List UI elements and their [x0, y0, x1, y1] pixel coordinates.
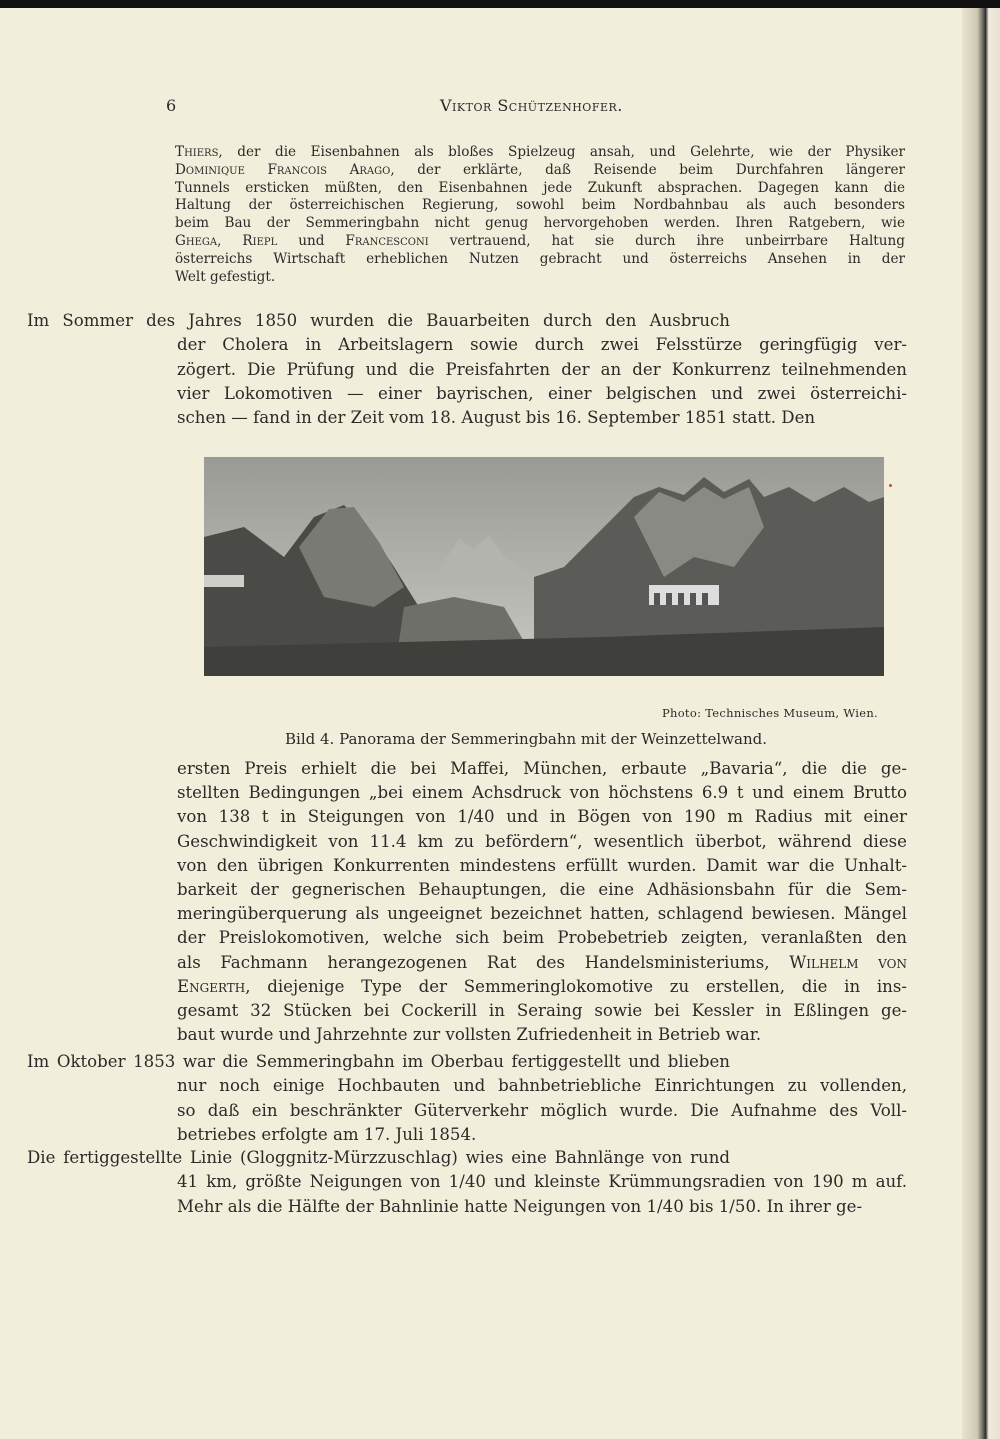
text-line	[177, 1172, 907, 1191]
text-segment: betriebes erfolgte am 17. Juli 1854.	[177, 1124, 477, 1144]
text-line	[177, 1197, 907, 1216]
text-segment: und	[277, 233, 346, 249]
scan-page-edge	[962, 8, 1000, 1439]
text-line	[177, 335, 907, 354]
running-head: Viktor Schützenhofer.	[440, 96, 623, 115]
text-line	[175, 233, 905, 249]
text-line	[177, 783, 907, 802]
text-segment: ,	[217, 233, 243, 249]
text-segment: der Preislokomotiven, welche sich beim Probebetrieb zeigten, veranlaßten den	[177, 928, 907, 948]
text-line	[177, 1025, 907, 1044]
text-segment: von den übrigen Konkurrenten mindestens erfüllt wurden. Damit war die Unhalt-	[177, 855, 907, 875]
text-segment: Im Sommer des Jahres 1850 wurden die Bauarbeiten durch den Ausbruch	[27, 311, 730, 330]
page-number: 6	[166, 96, 177, 115]
text-segment: stellten Bedingungen „bei einem Achsdruck von höchstens 6.9 t und einem Brutto	[177, 783, 907, 803]
text-segment: 41 km, größte Neigungen von 1/40 und kleinste Krümmungsradien von 190 m auf.	[177, 1172, 907, 1192]
scan-top-border	[0, 0, 1000, 8]
text-line	[0, 311, 730, 330]
text-line	[177, 360, 907, 379]
text-line	[175, 180, 905, 196]
text-line	[177, 904, 907, 923]
text-segment: beim Bau der Semmeringbahn nicht genug hervorgehoben werden. Ihren Ratgebern, wie	[175, 215, 905, 232]
text-segment: Welt gefestigt.	[175, 268, 276, 285]
text-segment: Haltung der österreichischen Regierung, sowohl beim Nordbahnbau als auch besonders	[175, 197, 905, 214]
panorama-photo	[204, 457, 884, 676]
text-line	[177, 807, 907, 826]
text-segment: ersten Preis erhielt die bei Maffei, München, erbaute „Bavaria“, die die ge-	[177, 759, 907, 778]
text-segment: von 138 t in Steigungen von 1/40 und in Bögen von 190 m Radius mit einer	[177, 807, 907, 827]
text-line	[177, 832, 907, 851]
person-name: Ghega	[175, 233, 218, 249]
text-line	[177, 1101, 907, 1120]
text-segment: Tunnels ersticken müßten, den Eisenbahnen jede Zukunft absprachen. Dagegen kann die	[175, 179, 905, 196]
text-segment: , der die Eisenbahnen als bloßes Spielzeug ansah, und Gelehrte, wie der Physiker	[218, 144, 905, 160]
photo-credit: Photo: Technisches Museum, Wien.	[661, 706, 878, 720]
text-segment: , diejenige Type der Semmeringlokomotive zu erstellen, die in ins-	[245, 976, 907, 996]
text-segment: Geschwindigkeit von 11.4 km zu befördern“, wesentlich überbot, während diese	[177, 831, 907, 851]
text-line	[177, 759, 907, 778]
text-line	[177, 1076, 907, 1095]
text-segment: vertrauend, hat sie durch ihre unbeirrbare Haltung	[428, 233, 905, 249]
text-line	[177, 977, 907, 996]
text-line	[177, 856, 907, 875]
text-segment: vier Lokomotiven — einer bayrischen, einer belgischen und zwei österreichi-	[177, 383, 907, 403]
text-segment: als Fachmann herangezogenen Rat des Handelsministeriums,	[177, 952, 790, 972]
text-segment: meringüberquerung als ungeeignet bezeichnet hatten, schlagend bewiesen. Mängel	[177, 904, 907, 924]
text-line	[177, 953, 907, 972]
text-segment: Mehr als die Hälfte der Bahnlinie hatte Neigungen von 1/40 bis 1/50. In ihrer ge-	[177, 1196, 863, 1216]
person-name: Thiers	[175, 144, 219, 160]
text-segment: der Cholera in Arbeitslagern sowie durch zwei Felsstürze geringfügig ver-	[177, 335, 907, 355]
text-line	[177, 408, 907, 427]
figure-caption: Bild 4. Panorama der Semmeringbahn mit der Weinzettelwand.	[285, 730, 768, 748]
person-name: Engerth	[177, 976, 246, 996]
text-line	[175, 269, 905, 285]
text-line	[177, 928, 907, 947]
text-segment: gesamt 32 Stücken bei Cockerill in Seraing sowie bei Kessler in Eßlingen ge-	[177, 1001, 907, 1020]
text-line	[177, 1125, 907, 1144]
text-segment: Die fertiggestellte Linie (Gloggnitz-Mürzzuschlag) wies eine Bahnlänge von rund	[27, 1148, 730, 1167]
text-line	[177, 880, 907, 899]
text-segment: zögert. Die Prüfung und die Preisfahrten der an der Konkurrenz teilnehmenden	[177, 359, 907, 379]
text-segment: schen — fand in der Zeit vom 18. August bis 16. September 1851 statt. Den	[177, 408, 816, 428]
text-line	[175, 197, 905, 213]
text-line	[175, 144, 905, 160]
text-line	[175, 251, 905, 267]
person-name: Wilhelm von	[789, 952, 907, 972]
text-line	[0, 1148, 730, 1167]
text-line	[175, 215, 905, 231]
person-name: Dominique Francois Arago	[175, 161, 391, 178]
text-line	[0, 1052, 730, 1071]
text-segment: österreichs Wirtschaft erheblichen Nutzen gebracht und österreichs Ansehen in der	[175, 250, 905, 267]
text-line	[175, 162, 905, 178]
person-name: Francesconi	[345, 233, 429, 249]
text-segment: nur noch einige Hochbauten und bahnbetriebliche Einrichtungen zu vollenden,	[177, 1076, 907, 1096]
text-line	[177, 384, 907, 403]
text-segment: Im Oktober 1853 war die Semmeringbahn im Oberbau fertiggestellt und blieben	[27, 1052, 730, 1071]
text-segment: baut wurde und Jahrzehnte zur vollsten Zufriedenheit in Betrieb war.	[177, 1025, 762, 1045]
text-segment: so daß ein beschränkter Güterverkehr möglich wurde. Die Aufnahme des Voll-	[177, 1100, 907, 1120]
scan-speck	[889, 484, 892, 487]
text-segment: , der erklärte, daß Reisende beim Durchfahren längerer	[390, 161, 905, 178]
text-segment: barkeit der gegnerischen Behauptungen, die eine Adhäsionsbahn für die Sem-	[177, 880, 907, 899]
text-line	[177, 1001, 907, 1020]
person-name: Riepl	[242, 233, 278, 249]
